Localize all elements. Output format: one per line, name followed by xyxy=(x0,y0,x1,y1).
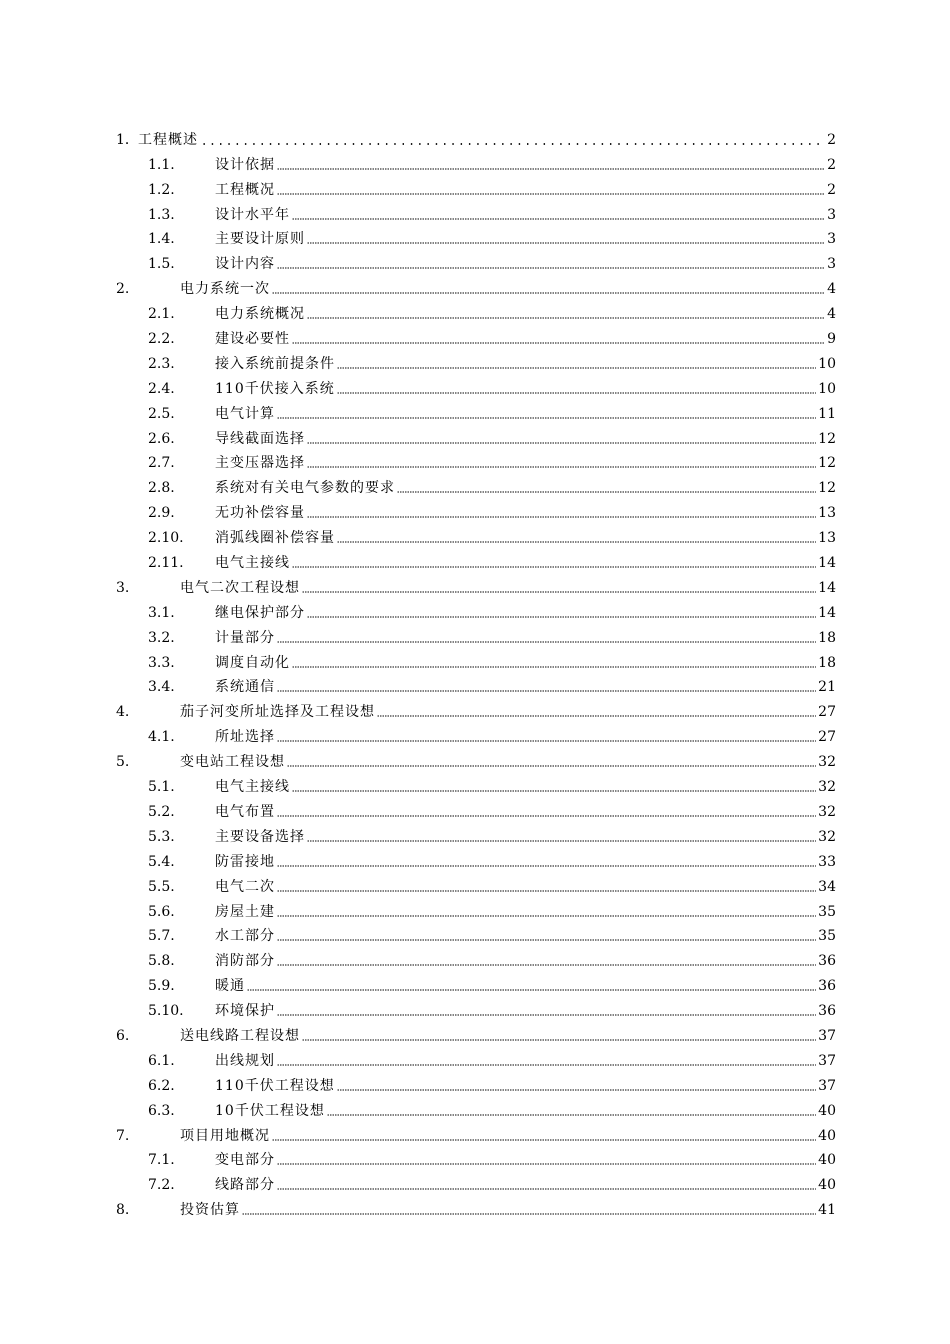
toc-entry-number: 2.4. xyxy=(148,380,175,397)
toc-entry-title: 建设必要性 xyxy=(215,331,290,348)
toc-dot-leader xyxy=(292,566,816,568)
toc-entry-title: 电力系统概况 xyxy=(215,306,305,323)
toc-entry[interactable] xyxy=(116,821,836,846)
toc-entry-title: 电力系统一次 xyxy=(180,281,270,298)
toc-dot-leader xyxy=(277,641,816,643)
toc-entry-title: 工程概述 xyxy=(138,131,198,148)
toc-entry-page-number: 12 xyxy=(818,480,836,497)
toc-entry-page-number: 27 xyxy=(818,729,836,746)
toc-entry-page-number: 36 xyxy=(818,978,836,995)
toc-entry-page-number: 36 xyxy=(818,1003,836,1020)
toc-dot-leader xyxy=(377,715,816,717)
toc-dot-leader xyxy=(277,417,816,419)
toc-entry-number: 5.2. xyxy=(148,803,175,820)
toc-dot-leader xyxy=(272,292,825,294)
toc-entry-number: 1.4. xyxy=(148,231,175,248)
toc-entry-page-number: 35 xyxy=(818,928,836,945)
toc-entry-number: 2.2. xyxy=(148,331,175,348)
toc-entry-page-number: 4 xyxy=(827,281,836,298)
toc-dot-leader xyxy=(337,1089,816,1091)
toc-dot-leader xyxy=(277,815,816,817)
toc-entry[interactable] xyxy=(116,149,836,174)
toc-dot-leader xyxy=(277,690,816,692)
toc-entry-number: 7.2. xyxy=(148,1177,175,1194)
toc-entry-number: 7.1. xyxy=(148,1152,175,1169)
toc-entry[interactable] xyxy=(116,995,836,1020)
toc-entry[interactable] xyxy=(116,248,836,273)
toc-entry-page-number: 37 xyxy=(818,1027,836,1044)
toc-entry[interactable] xyxy=(116,672,836,697)
toc-entry-title: 茄子河变所址选择及工程设想 xyxy=(180,704,375,721)
toc-entry-title: 系统通信 xyxy=(215,679,275,696)
toc-dot-leader xyxy=(277,964,816,966)
toc-entry[interactable] xyxy=(116,846,836,871)
toc-entry-number: 1.5. xyxy=(148,256,175,273)
toc-entry-page-number: 35 xyxy=(818,903,836,920)
toc-entry[interactable] xyxy=(116,323,836,348)
toc-entry-page-number: 3 xyxy=(827,256,836,273)
toc-entry-number: 2.8. xyxy=(148,480,175,497)
toc-entry-number: 5.5. xyxy=(148,878,175,895)
toc-entry-page-number: 40 xyxy=(818,1127,836,1144)
toc-entry-title: 投资估算 xyxy=(180,1202,240,1219)
toc-entry-number: 5.6. xyxy=(148,903,175,920)
toc-entry-number: 5.3. xyxy=(148,828,175,845)
toc-dot-leader xyxy=(242,1213,816,1215)
toc-entry-title: 电气主接线 xyxy=(215,779,290,796)
toc-dot-leader xyxy=(277,740,816,742)
toc-entry-title: 暖通 xyxy=(215,978,245,995)
toc-entry-title: 工程概况 xyxy=(215,181,275,198)
toc-entry-page-number: 2 xyxy=(827,181,836,198)
toc-entry[interactable] xyxy=(116,896,836,921)
toc-entry-number: 8. xyxy=(116,1202,130,1219)
toc-entry-number: 6.1. xyxy=(148,1052,175,1069)
toc-entry-page-number: 40 xyxy=(818,1102,836,1119)
toc-entry-title: 电气计算 xyxy=(215,405,275,422)
toc-entry-title: 继电保护部分 xyxy=(215,604,305,621)
toc-entry-title: 线路部分 xyxy=(215,1177,275,1194)
toc-entry-number: 2.11. xyxy=(148,555,184,572)
toc-entry-title: 设计依据 xyxy=(215,156,275,173)
toc-entry-title: 10千伏工程设想 xyxy=(215,1102,325,1119)
toc-entry-title: 消弧线圈补偿容量 xyxy=(215,530,335,547)
toc-entry-number: 7. xyxy=(116,1127,130,1144)
toc-entry-title: 房屋土建 xyxy=(215,903,275,920)
toc-entry-page-number: 2 xyxy=(827,156,836,173)
toc-entry-title: 水工部分 xyxy=(215,928,275,945)
toc-entry[interactable] xyxy=(116,746,836,771)
toc-entry-page-number: 34 xyxy=(818,878,836,895)
toc-entry-number: 3.4. xyxy=(148,679,175,696)
toc-entry-title: 调度自动化 xyxy=(215,654,290,671)
toc-entry-number: 1． xyxy=(116,131,139,148)
toc-entry-number: 2.1. xyxy=(148,306,175,323)
toc-entry-title: 送电线路工程设想 xyxy=(180,1027,300,1044)
toc-entry-page-number: 18 xyxy=(818,629,836,646)
table-of-contents xyxy=(116,124,836,1219)
toc-entry[interactable] xyxy=(116,298,836,323)
toc-entry-page-number: 4 xyxy=(827,306,836,323)
toc-entry-title: 设计内容 xyxy=(215,256,275,273)
toc-entry-title: 所址选择 xyxy=(215,729,275,746)
toc-dot-leader xyxy=(287,765,816,767)
toc-entry[interactable] xyxy=(116,647,836,672)
toc-dot-leader xyxy=(307,442,816,444)
toc-entry[interactable] xyxy=(116,796,836,821)
toc-entry-title: 出线规划 xyxy=(215,1052,275,1069)
toc-dot-leader xyxy=(337,392,816,394)
toc-entry[interactable] xyxy=(116,273,836,298)
toc-entry-title: 设计水平年 xyxy=(215,206,290,223)
toc-entry-title: 110千伏接入系统 xyxy=(215,380,335,397)
toc-entry-number: 5.8. xyxy=(148,953,175,970)
toc-entry-page-number: 11 xyxy=(818,405,836,422)
toc-entry-page-number: 18 xyxy=(818,654,836,671)
toc-entry-number: 6. xyxy=(116,1027,130,1044)
toc-entry-number: 2. xyxy=(116,281,130,298)
toc-entry-number: 3. xyxy=(116,579,130,596)
toc-dot-leader xyxy=(397,491,816,493)
toc-dot-leader xyxy=(277,865,816,867)
toc-entry[interactable] xyxy=(116,472,836,497)
toc-entry-title: 消防部分 xyxy=(215,953,275,970)
toc-entry-number: 5.4. xyxy=(148,853,175,870)
toc-entry-title: 系统对有关电气参数的要求 xyxy=(215,480,395,497)
toc-entry-title: 接入系统前提条件 xyxy=(215,355,335,372)
toc-entry[interactable] xyxy=(116,871,836,896)
toc-entry-page-number: 10 xyxy=(818,355,836,372)
toc-entry-page-number: 32 xyxy=(818,803,836,820)
toc-entry-number: 2.5. xyxy=(148,405,175,422)
toc-entry-page-number: 3 xyxy=(827,206,836,223)
toc-entry[interactable] xyxy=(116,1095,836,1120)
toc-dot-leader xyxy=(277,1163,816,1165)
toc-dot-leader xyxy=(307,616,816,618)
toc-entry[interactable] xyxy=(116,1169,836,1194)
toc-entry-number: 5.9. xyxy=(148,978,175,995)
toc-entry[interactable] xyxy=(116,348,836,373)
toc-dot-leader xyxy=(277,193,825,195)
toc-dot-leader xyxy=(292,790,816,792)
toc-dot-leader xyxy=(307,242,825,244)
toc-entry-page-number: 40 xyxy=(818,1152,836,1169)
toc-entry-number: 6.2. xyxy=(148,1077,175,1094)
toc-dot-leader xyxy=(292,218,825,220)
toc-dot-leader xyxy=(272,1139,816,1141)
toc-dot-leader xyxy=(302,1039,816,1041)
toc-entry-title: 计量部分 xyxy=(215,629,275,646)
toc-entry[interactable] xyxy=(116,1145,836,1170)
toc-dot-leader xyxy=(277,1188,816,1190)
toc-dot-leader xyxy=(307,317,825,319)
toc-entry[interactable] xyxy=(116,622,836,647)
toc-entry-page-number: 41 xyxy=(818,1202,836,1219)
toc-entry[interactable] xyxy=(116,1120,836,1145)
toc-entry-number: 5. xyxy=(116,754,130,771)
toc-entry-number: 3.3. xyxy=(148,654,175,671)
toc-entry[interactable] xyxy=(116,398,836,423)
toc-entry[interactable] xyxy=(116,423,836,448)
toc-dot-leader xyxy=(307,466,816,468)
toc-entry-page-number: 32 xyxy=(818,779,836,796)
toc-entry-page-number: 37 xyxy=(818,1052,836,1069)
toc-entry-page-number: 13 xyxy=(818,505,836,522)
toc-entry[interactable] xyxy=(116,721,836,746)
toc-entry-title: 变电部分 xyxy=(215,1152,275,1169)
toc-entry-number: 2.10. xyxy=(148,530,184,547)
toc-entry-page-number: 21 xyxy=(818,679,836,696)
toc-entry-page-number: 3 xyxy=(827,231,836,248)
toc-entry-title: 项目用地概况 xyxy=(180,1127,270,1144)
toc-entry[interactable] xyxy=(116,1070,836,1095)
toc-entry-title: 电气二次 xyxy=(215,878,275,895)
toc-dot-leader xyxy=(292,666,816,668)
toc-entry-page-number: 9 xyxy=(827,331,836,348)
toc-entry-page-number: 37 xyxy=(818,1077,836,1094)
toc-entry-page-number: 2 xyxy=(827,131,836,148)
toc-entry-number: 4. xyxy=(116,704,130,721)
toc-dot-leader xyxy=(337,367,816,369)
toc-entry[interactable] xyxy=(116,522,836,547)
toc-entry[interactable] xyxy=(116,124,836,149)
toc-dot-leader xyxy=(302,591,816,593)
toc-entry-page-number: 13 xyxy=(818,530,836,547)
toc-entry[interactable] xyxy=(116,696,836,721)
toc-entry-number: 5.7. xyxy=(148,928,175,945)
toc-dot-leader xyxy=(277,1064,816,1066)
toc-entry-title: 电气布置 xyxy=(215,803,275,820)
toc-entry-number: 5.1. xyxy=(148,779,175,796)
toc-entry-number: 2.6. xyxy=(148,430,175,447)
toc-entry-title: 电气二次工程设想 xyxy=(180,579,300,596)
toc-entry-number: 3.2. xyxy=(148,629,175,646)
toc-dot-leader xyxy=(277,939,816,941)
toc-entry[interactable] xyxy=(116,1194,836,1219)
toc-entry-number: 2.9. xyxy=(148,505,175,522)
toc-entry-number: 1.3. xyxy=(148,206,175,223)
toc-entry-page-number: 27 xyxy=(818,704,836,721)
toc-dot-leader xyxy=(277,915,816,917)
toc-entry-page-number: 33 xyxy=(818,853,836,870)
toc-dot-leader xyxy=(200,143,825,145)
toc-entry-page-number: 12 xyxy=(818,455,836,472)
toc-dot-leader xyxy=(307,516,816,518)
toc-dot-leader xyxy=(327,1114,816,1116)
toc-entry-page-number: 14 xyxy=(818,555,836,572)
toc-entry-title: 主变压器选择 xyxy=(215,455,305,472)
toc-entry[interactable] xyxy=(116,921,836,946)
toc-dot-leader xyxy=(247,989,816,991)
toc-entry-page-number: 32 xyxy=(818,754,836,771)
toc-dot-leader xyxy=(292,342,825,344)
toc-entry-title: 导线截面选择 xyxy=(215,430,305,447)
toc-dot-leader xyxy=(277,890,816,892)
toc-dot-leader xyxy=(277,1014,816,1016)
toc-entry-page-number: 14 xyxy=(818,579,836,596)
toc-entry-number: 2.7. xyxy=(148,455,175,472)
toc-entry[interactable] xyxy=(116,945,836,970)
toc-entry[interactable] xyxy=(116,174,836,199)
toc-entry-number: 1.2. xyxy=(148,181,175,198)
toc-dot-leader xyxy=(277,168,825,170)
toc-entry-page-number: 40 xyxy=(818,1177,836,1194)
toc-entry[interactable] xyxy=(116,547,836,572)
toc-entry[interactable] xyxy=(116,1020,836,1045)
toc-entry-number: 1.1. xyxy=(148,156,175,173)
toc-entry[interactable] xyxy=(116,448,836,473)
toc-entry-title: 电气主接线 xyxy=(215,555,290,572)
toc-entry-page-number: 10 xyxy=(818,380,836,397)
toc-entry-title: 变电站工程设想 xyxy=(180,754,285,771)
toc-dot-leader xyxy=(337,541,816,543)
toc-entry-title: 主要设备选择 xyxy=(215,828,305,845)
toc-entry[interactable] xyxy=(116,970,836,995)
toc-entry-number: 3.1. xyxy=(148,604,175,621)
toc-entry-title: 环境保护 xyxy=(215,1003,275,1020)
toc-entry[interactable] xyxy=(116,224,836,249)
toc-dot-leader xyxy=(307,840,816,842)
toc-entry-number: 4.1. xyxy=(148,729,175,746)
toc-entry[interactable] xyxy=(116,1045,836,1070)
toc-entry-number: 2.3. xyxy=(148,355,175,372)
toc-entry-title: 110千伏工程设想 xyxy=(215,1077,335,1094)
toc-dot-leader xyxy=(277,267,825,269)
toc-entry[interactable] xyxy=(116,373,836,398)
toc-entry-title: 主要设计原则 xyxy=(215,231,305,248)
toc-entry[interactable] xyxy=(116,497,836,522)
toc-entry-title: 防雷接地 xyxy=(215,853,275,870)
toc-entry[interactable] xyxy=(116,199,836,224)
toc-entry[interactable] xyxy=(116,771,836,796)
toc-entry[interactable] xyxy=(116,572,836,597)
toc-entry-number: 6.3. xyxy=(148,1102,175,1119)
toc-entry-page-number: 14 xyxy=(818,604,836,621)
toc-entry-page-number: 36 xyxy=(818,953,836,970)
toc-entry-page-number: 12 xyxy=(818,430,836,447)
toc-entry-title: 无功补偿容量 xyxy=(215,505,305,522)
toc-entry-number: 5.10. xyxy=(148,1003,184,1020)
toc-entry-page-number: 32 xyxy=(818,828,836,845)
toc-entry[interactable] xyxy=(116,597,836,622)
